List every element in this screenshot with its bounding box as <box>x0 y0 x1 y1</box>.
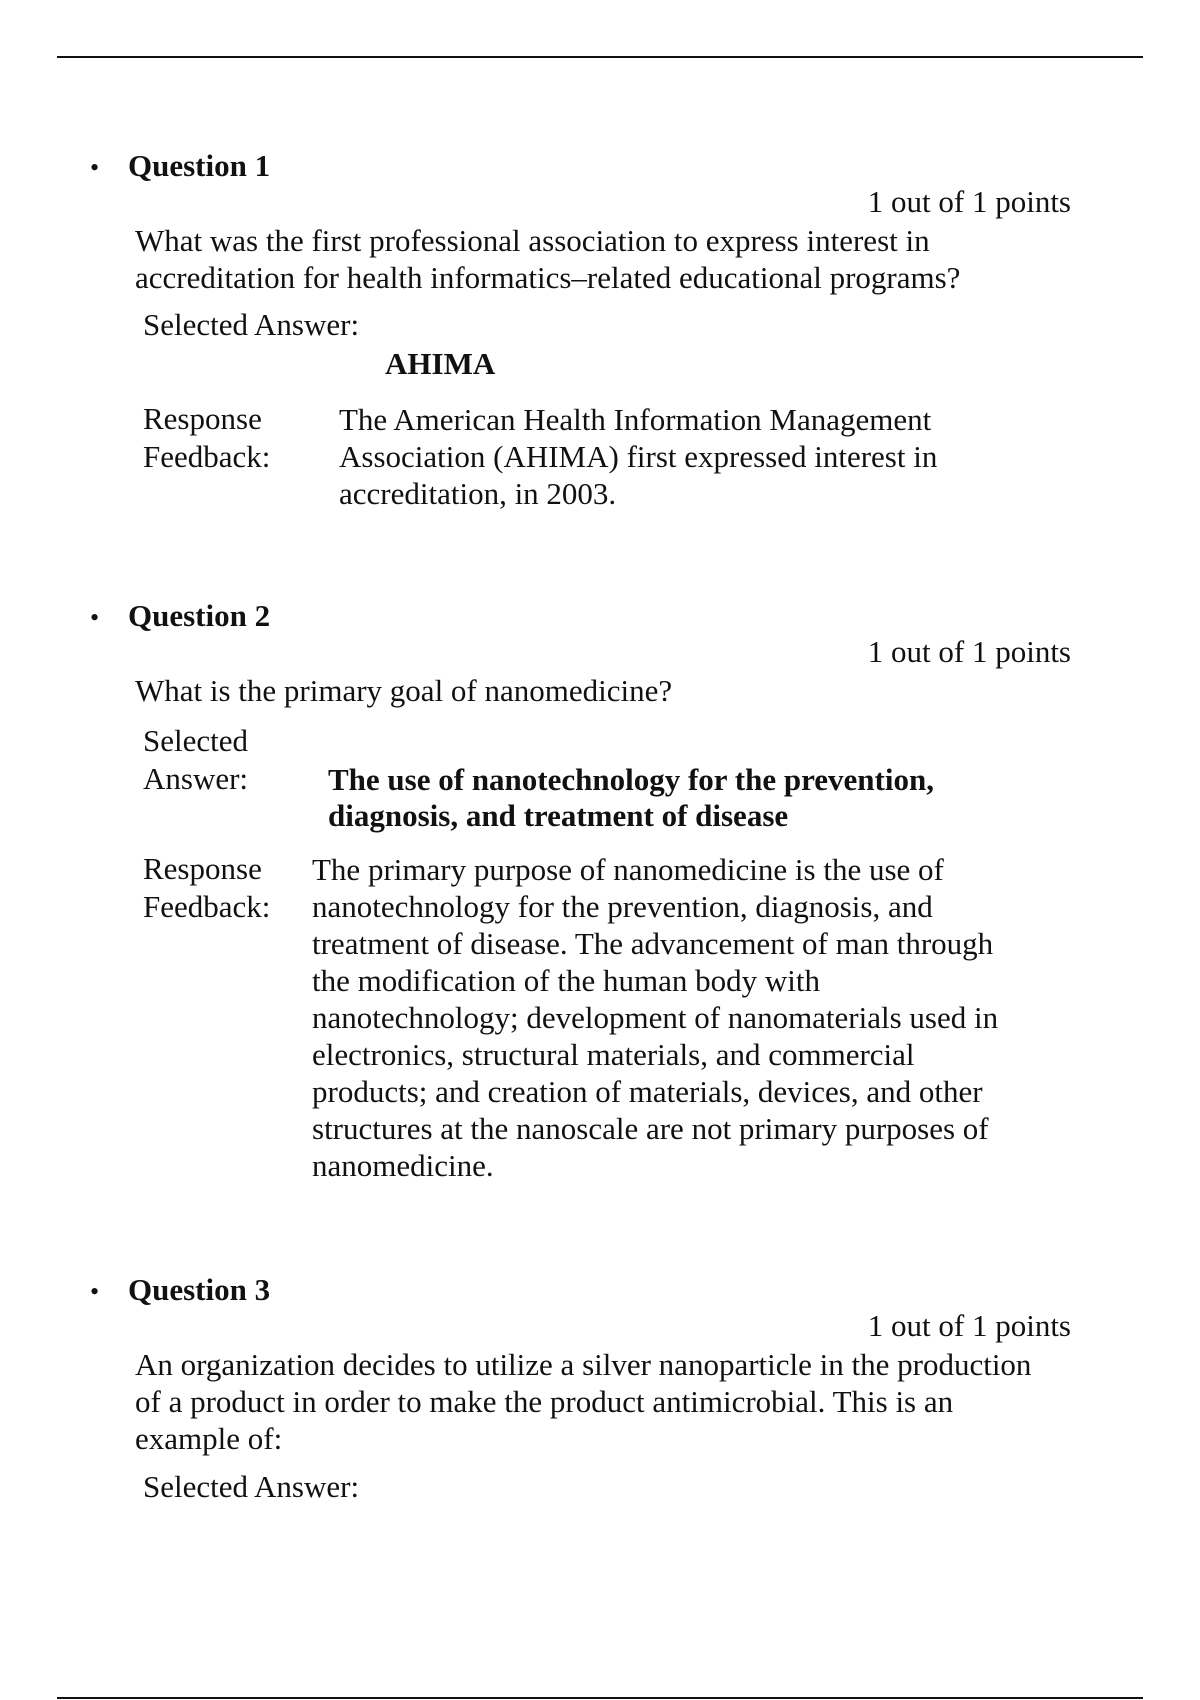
question-points: 1 out of 1 points <box>867 184 1071 219</box>
bullet-icon: • <box>90 1277 100 1306</box>
response-feedback: The primary purpose of nanomedicine is the use of nanotechnology for the prevention, diagnosis, and treatment of disease. The advancement of man through the modification of the human body with nanotechnology; development of nanomaterials used in electronics, structural materials, and commercial products; and creation of materials, devices, and other structures at the nanoscale are not primary purposes of nanomedicine. <box>312 852 999 1183</box>
selected-answer-label: Selected Answer: <box>143 1469 360 1504</box>
question-title: Question 3 <box>128 1272 271 1307</box>
question-header <box>90 1272 270 1308</box>
question-title: Question 1 <box>128 148 271 183</box>
response-feedback: The American Health Information Management Association (AHIMA) first expressed interest in accreditation, in 2003. <box>339 402 938 511</box>
selected-answer: The use of nanotechnology for the prevention, diagnosis, and treatment of disease <box>328 762 934 833</box>
feedback-label-line1: Response <box>143 401 262 436</box>
feedback-label-line1: Response <box>143 851 262 886</box>
selected-answer-label <box>143 722 248 798</box>
question-points: 1 out of 1 points <box>867 1308 1071 1343</box>
top-rule <box>57 56 1143 58</box>
response-feedback-label <box>143 850 270 926</box>
selected-label-line1: Selected <box>143 723 249 758</box>
response-feedback-label <box>143 400 270 476</box>
bullet-icon: • <box>90 603 100 632</box>
feedback-label-line2: Feedback: <box>143 439 271 474</box>
selected-answer: AHIMA <box>385 346 496 381</box>
bullet-icon: • <box>90 153 100 182</box>
question-text: What is the primary goal of nanomedicine? <box>135 673 673 708</box>
bottom-rule <box>57 1697 1143 1699</box>
question-text: An organization decides to utilize a silver nanoparticle in the production of a product in order to make the product antimicrobial. This is an example of: <box>135 1347 1032 1456</box>
feedback-label-line2: Feedback: <box>143 889 271 924</box>
question-title: Question 2 <box>128 598 271 633</box>
question-points: 1 out of 1 points <box>867 634 1071 669</box>
question-header <box>90 148 270 184</box>
selected-answer-label: Selected Answer: <box>143 307 360 342</box>
question-header <box>90 598 270 634</box>
question-text: What was the first professional association to express interest in accreditation for health informatics–related educational programs? <box>135 223 961 295</box>
selected-label-line2: Answer: <box>143 761 249 796</box>
